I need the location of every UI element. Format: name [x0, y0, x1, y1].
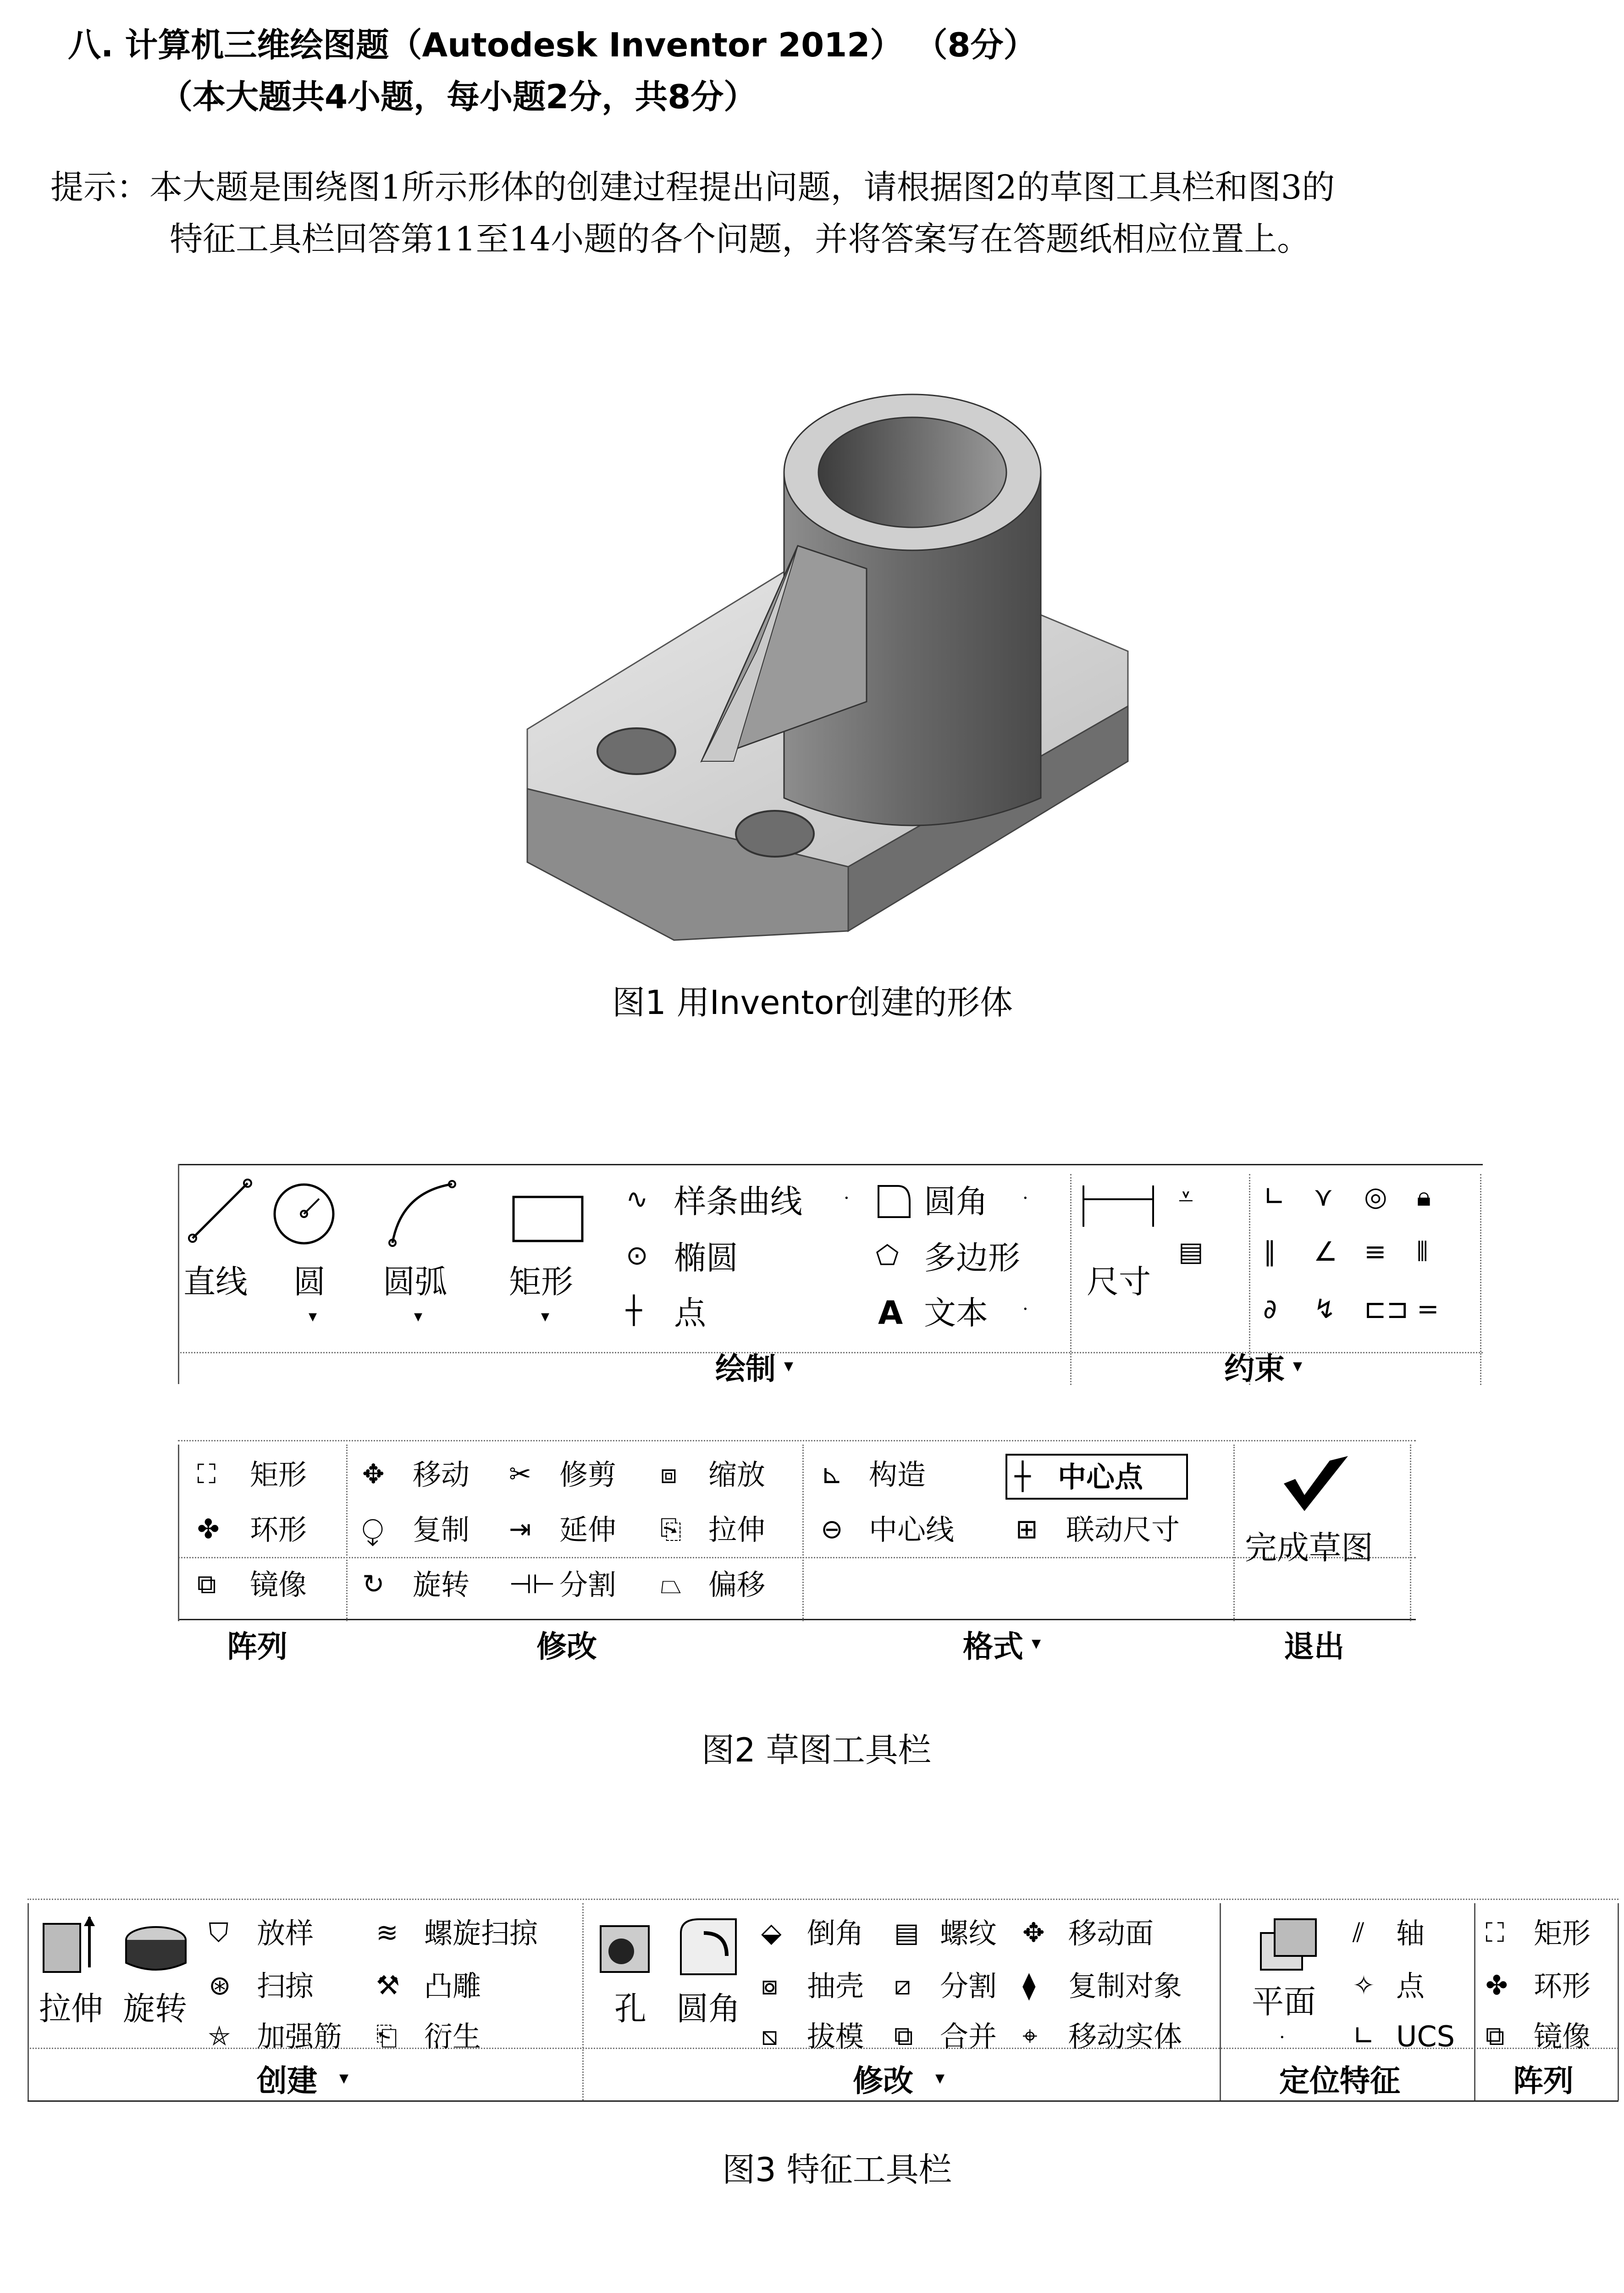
combine-icon: ⧉ [894, 2020, 913, 2051]
thread-button[interactable]: 螺纹 [940, 1916, 997, 1950]
section-subtitle: （本大题共4小题，每小题2分，共8分） [160, 78, 757, 116]
polygon-button[interactable]: 多边形 [924, 1239, 1020, 1277]
hole-icon [596, 1917, 656, 1977]
format-group-dropdown-icon[interactable]: ▾ [1032, 1633, 1041, 1654]
move-face-button[interactable]: 移动面 [1068, 1916, 1154, 1950]
move-face-icon: ✥ [1022, 1917, 1045, 1948]
loft-button[interactable]: 放样 [257, 1916, 314, 1950]
move-body-button[interactable]: 移动实体 [1068, 2020, 1182, 2053]
dimension-button[interactable]: 尺寸 [1087, 1263, 1151, 1301]
thread-icon: ▤ [894, 1917, 919, 1948]
feature-ring-pattern-icon: ✤ [1486, 1970, 1508, 2001]
shell-button[interactable]: 抽壳 [807, 1969, 864, 2003]
concentric-icon[interactable]: ◎ [1364, 1181, 1387, 1212]
scale-icon: ⧈ [660, 1458, 677, 1490]
work-plane-button[interactable]: 平面 [1252, 1983, 1316, 2021]
stretch-icon: ⎘ [660, 1513, 682, 1545]
figure2-caption: 图2 草图工具栏 [702, 1731, 931, 1769]
emboss-icon: ⚒ [376, 1970, 400, 2001]
rectangle-button[interactable]: 矩形 [509, 1263, 573, 1301]
text-dropdown-icon[interactable]: · [1022, 1299, 1028, 1320]
ucs-icon: ∟ [1353, 2020, 1375, 2051]
rib-button[interactable]: 加强筋 [257, 2020, 342, 2053]
revolve-icon [122, 1912, 190, 1977]
rotate-icon: ↻ [362, 1568, 385, 1600]
fillet-button[interactable]: 圆角 [924, 1183, 988, 1220]
smooth-icon[interactable]: ∂ [1263, 1293, 1277, 1324]
rectangle-icon [509, 1192, 587, 1247]
group-format-label[interactable]: 格式 [963, 1629, 1023, 1664]
chamfer-icon: ⬙ [761, 1917, 782, 1948]
group-modify-feature-label[interactable]: 修改 [853, 2063, 913, 2099]
rect-pattern-icon: ⛶ [197, 1458, 216, 1490]
centerline-button[interactable]: 中心线 [869, 1513, 955, 1546]
move-body-icon: ⌖ [1022, 2020, 1038, 2051]
work-plane-icon [1256, 1915, 1320, 1974]
work-axis-icon: ⫽ [1353, 1917, 1364, 1948]
mirror-button[interactable]: 镜像 [250, 1568, 307, 1601]
line-icon [183, 1179, 257, 1247]
loft-icon: ⛉ [209, 1917, 229, 1948]
offset-icon: ⏢ [660, 1568, 682, 1600]
derive-button[interactable]: 衍生 [424, 2020, 481, 2053]
arc-dropdown-icon[interactable]: ▾ [414, 1307, 423, 1326]
vertical-icon[interactable]: ⫴ [1417, 1236, 1428, 1267]
arc-icon [383, 1179, 461, 1247]
fix-lock-icon[interactable]: 🔒︎ [1417, 1181, 1431, 1212]
combine-button[interactable]: 合并 [940, 2020, 997, 2053]
fillet-dropdown-icon[interactable]: · [1022, 1188, 1028, 1209]
perpendicular-icon[interactable]: ∟ [1263, 1181, 1286, 1212]
polygon-icon: ⬠ [876, 1240, 899, 1271]
group-modify-label: 修改 [536, 1629, 597, 1664]
copy-icon: ⧬ [362, 1513, 383, 1545]
trim-icon: ✂ [509, 1458, 531, 1490]
chamfer-button[interactable]: 倒角 [807, 1916, 864, 1950]
constrain-group-dropdown-icon[interactable]: ▾ [1293, 1355, 1303, 1376]
construction-button[interactable]: 构造 [869, 1458, 926, 1491]
feature-mirror-icon: ⧉ [1486, 2020, 1505, 2051]
extrude-icon [39, 1912, 99, 1977]
figure3-caption: 图3 特征工具栏 [722, 2150, 952, 2189]
group-draw-label[interactable]: 绘制 [715, 1351, 776, 1386]
auto-dimension-icon[interactable]: ⩡ [1178, 1181, 1193, 1212]
finish-sketch-checkmark-icon [1279, 1451, 1353, 1520]
rib-icon: ⛤ [209, 2020, 230, 2051]
group-constrain-label[interactable]: 约束 [1224, 1351, 1285, 1386]
sweep-icon: ⊛ [209, 1970, 231, 2001]
scale-button[interactable]: 缩放 [708, 1458, 766, 1491]
coincident-icon[interactable]: ∠ [1314, 1236, 1337, 1267]
spline-dropdown-icon[interactable]: · [844, 1188, 850, 1209]
text-button[interactable]: 文本 [924, 1294, 988, 1332]
copy-object-button[interactable]: 复制对象 [1068, 1969, 1182, 2003]
text-icon: A [878, 1294, 903, 1332]
group-pattern-label: 阵列 [227, 1629, 287, 1664]
hint-line-1: 提示：本大题是围绕图1所示形体的创建过程提出问题，请根据图2的草图工具栏和图3的 [50, 168, 1335, 206]
section-title: 八. 计算机三维绘图题（Autodesk Inventor 2012） （8分） [68, 26, 1037, 64]
ellipse-icon: ⊙ [626, 1240, 648, 1271]
construction-icon: ⊾ [821, 1458, 843, 1490]
move-button[interactable]: 移动 [413, 1458, 470, 1491]
centerpoint-label: 中心点 [1058, 1460, 1143, 1494]
group-work-feature-label: 定位特征 [1279, 2063, 1400, 2099]
fillet-icon [876, 1183, 912, 1220]
fillet-feature-button[interactable]: 圆角 [676, 1990, 740, 2027]
draft-icon: ⧅ [761, 2020, 778, 2051]
draft-button[interactable]: 拔模 [807, 2020, 864, 2053]
sweep-button[interactable]: 扫掠 [257, 1969, 314, 2003]
parallel-icon[interactable]: ∥ [1263, 1236, 1276, 1267]
split-feature-button[interactable]: 分割 [940, 1969, 997, 2003]
group-create-label[interactable]: 创建 [257, 2063, 317, 2099]
rotate-button[interactable]: 旋转 [413, 1568, 470, 1601]
revolve-button[interactable]: 旋转 [123, 1990, 187, 2027]
centerline-icon: ⊖ [821, 1513, 843, 1545]
centerpoint-icon: ┼ [1015, 1461, 1031, 1492]
figure1-3d-part [518, 349, 1169, 945]
copy-button[interactable]: 复制 [413, 1513, 470, 1546]
hole-button[interactable]: 孔 [614, 1990, 646, 2027]
feature-ring-pattern-button[interactable]: 环形 [1534, 1969, 1591, 2003]
circle-dropdown-icon[interactable]: ▾ [309, 1307, 317, 1326]
finish-sketch-button[interactable]: 完成草图 [1245, 1529, 1373, 1567]
centerpoint-button[interactable] [1005, 1454, 1188, 1500]
offset-button[interactable]: 偏移 [708, 1568, 766, 1601]
move-icon: ✥ [362, 1458, 385, 1490]
draw-group-dropdown-icon[interactable]: ▾ [784, 1355, 794, 1376]
point-icon: ┼ [626, 1295, 642, 1326]
circle-icon [270, 1180, 338, 1248]
line-button[interactable]: 直线 [183, 1263, 248, 1301]
work-axis-button[interactable]: 轴 [1396, 1916, 1425, 1950]
work-plane-dropdown-icon[interactable]: · [1279, 2027, 1285, 2048]
rect-pattern-button[interactable]: 矩形 [250, 1458, 307, 1491]
arc-button[interactable]: 圆弧 [383, 1263, 447, 1301]
symmetric-icon[interactable]: ⊏⊐ [1364, 1293, 1409, 1324]
extrude-button[interactable]: 拉伸 [39, 1990, 103, 2027]
extend-button[interactable]: 延伸 [559, 1513, 617, 1546]
feature-mirror-button[interactable]: 镜像 [1534, 2020, 1591, 2053]
linked-dimension-button[interactable]: 联动尺寸 [1066, 1513, 1180, 1546]
shell-icon: ⧇ [761, 1970, 778, 2001]
equal-icon[interactable]: = [1417, 1293, 1439, 1324]
mirror-icon: ⧉ [197, 1568, 216, 1600]
split-feature-icon: ⧄ [894, 1970, 911, 2001]
circle-button[interactable]: 圆 [293, 1263, 326, 1301]
feature-rect-pattern-icon: ⛶ [1486, 1917, 1504, 1948]
split-icon: ⊣⊢ [509, 1568, 556, 1600]
ring-pattern-icon: ✤ [197, 1513, 220, 1545]
work-point-icon: ✧ [1353, 1970, 1375, 2001]
copy-object-icon: ⧫ [1022, 1970, 1036, 2001]
create-group-dropdown-icon[interactable]: ▾ [339, 2067, 349, 2088]
hint-line-2: 特征工具栏回答第11至14小题的各个问题，并将答案写在答题纸相应位置上。 [170, 220, 1310, 258]
show-constraints-icon[interactable]: ▤ [1178, 1236, 1204, 1267]
rectangle-dropdown-icon[interactable]: ▾ [541, 1307, 550, 1326]
split-button[interactable]: 分割 [559, 1568, 617, 1601]
horizontal-icon[interactable]: ≡ [1364, 1236, 1386, 1267]
point-button[interactable]: 点 [674, 1294, 706, 1332]
spline-icon: ∿ [626, 1183, 648, 1214]
modify-group-dropdown-icon[interactable]: ▾ [935, 2067, 945, 2088]
feature-rect-pattern-button[interactable]: 矩形 [1534, 1916, 1591, 1950]
work-point-button[interactable]: 点 [1396, 1969, 1425, 2003]
tangent-icon[interactable]: ⋎ [1314, 1181, 1333, 1212]
coil-icon: ≋ [376, 1917, 398, 1948]
figure1-caption: 图1 用Inventor创建的形体 [612, 983, 1013, 1022]
ring-pattern-button[interactable]: 环形 [250, 1513, 307, 1546]
ucs-button[interactable]: UCS [1396, 2020, 1455, 2053]
trim-button[interactable]: 修剪 [559, 1458, 617, 1491]
derive-icon: ⎗ [376, 2020, 398, 2051]
spline-button[interactable]: 样条曲线 [674, 1183, 802, 1220]
extend-icon: ⇥ [509, 1513, 531, 1545]
group-exit-label: 退出 [1284, 1629, 1344, 1664]
dimension-icon [1080, 1181, 1158, 1231]
ellipse-button[interactable]: 椭圆 [674, 1239, 738, 1277]
emboss-button[interactable]: 凸雕 [424, 1969, 481, 2003]
stretch-button[interactable]: 拉伸 [708, 1513, 766, 1546]
fillet-feature-icon [676, 1915, 740, 1979]
collinear-icon[interactable]: ↯ [1314, 1293, 1336, 1324]
coil-button[interactable]: 螺旋扫掠 [424, 1916, 538, 1950]
group-feature-pattern-label: 阵列 [1513, 2063, 1574, 2099]
linked-dimension-icon: ⊞ [1016, 1513, 1038, 1545]
